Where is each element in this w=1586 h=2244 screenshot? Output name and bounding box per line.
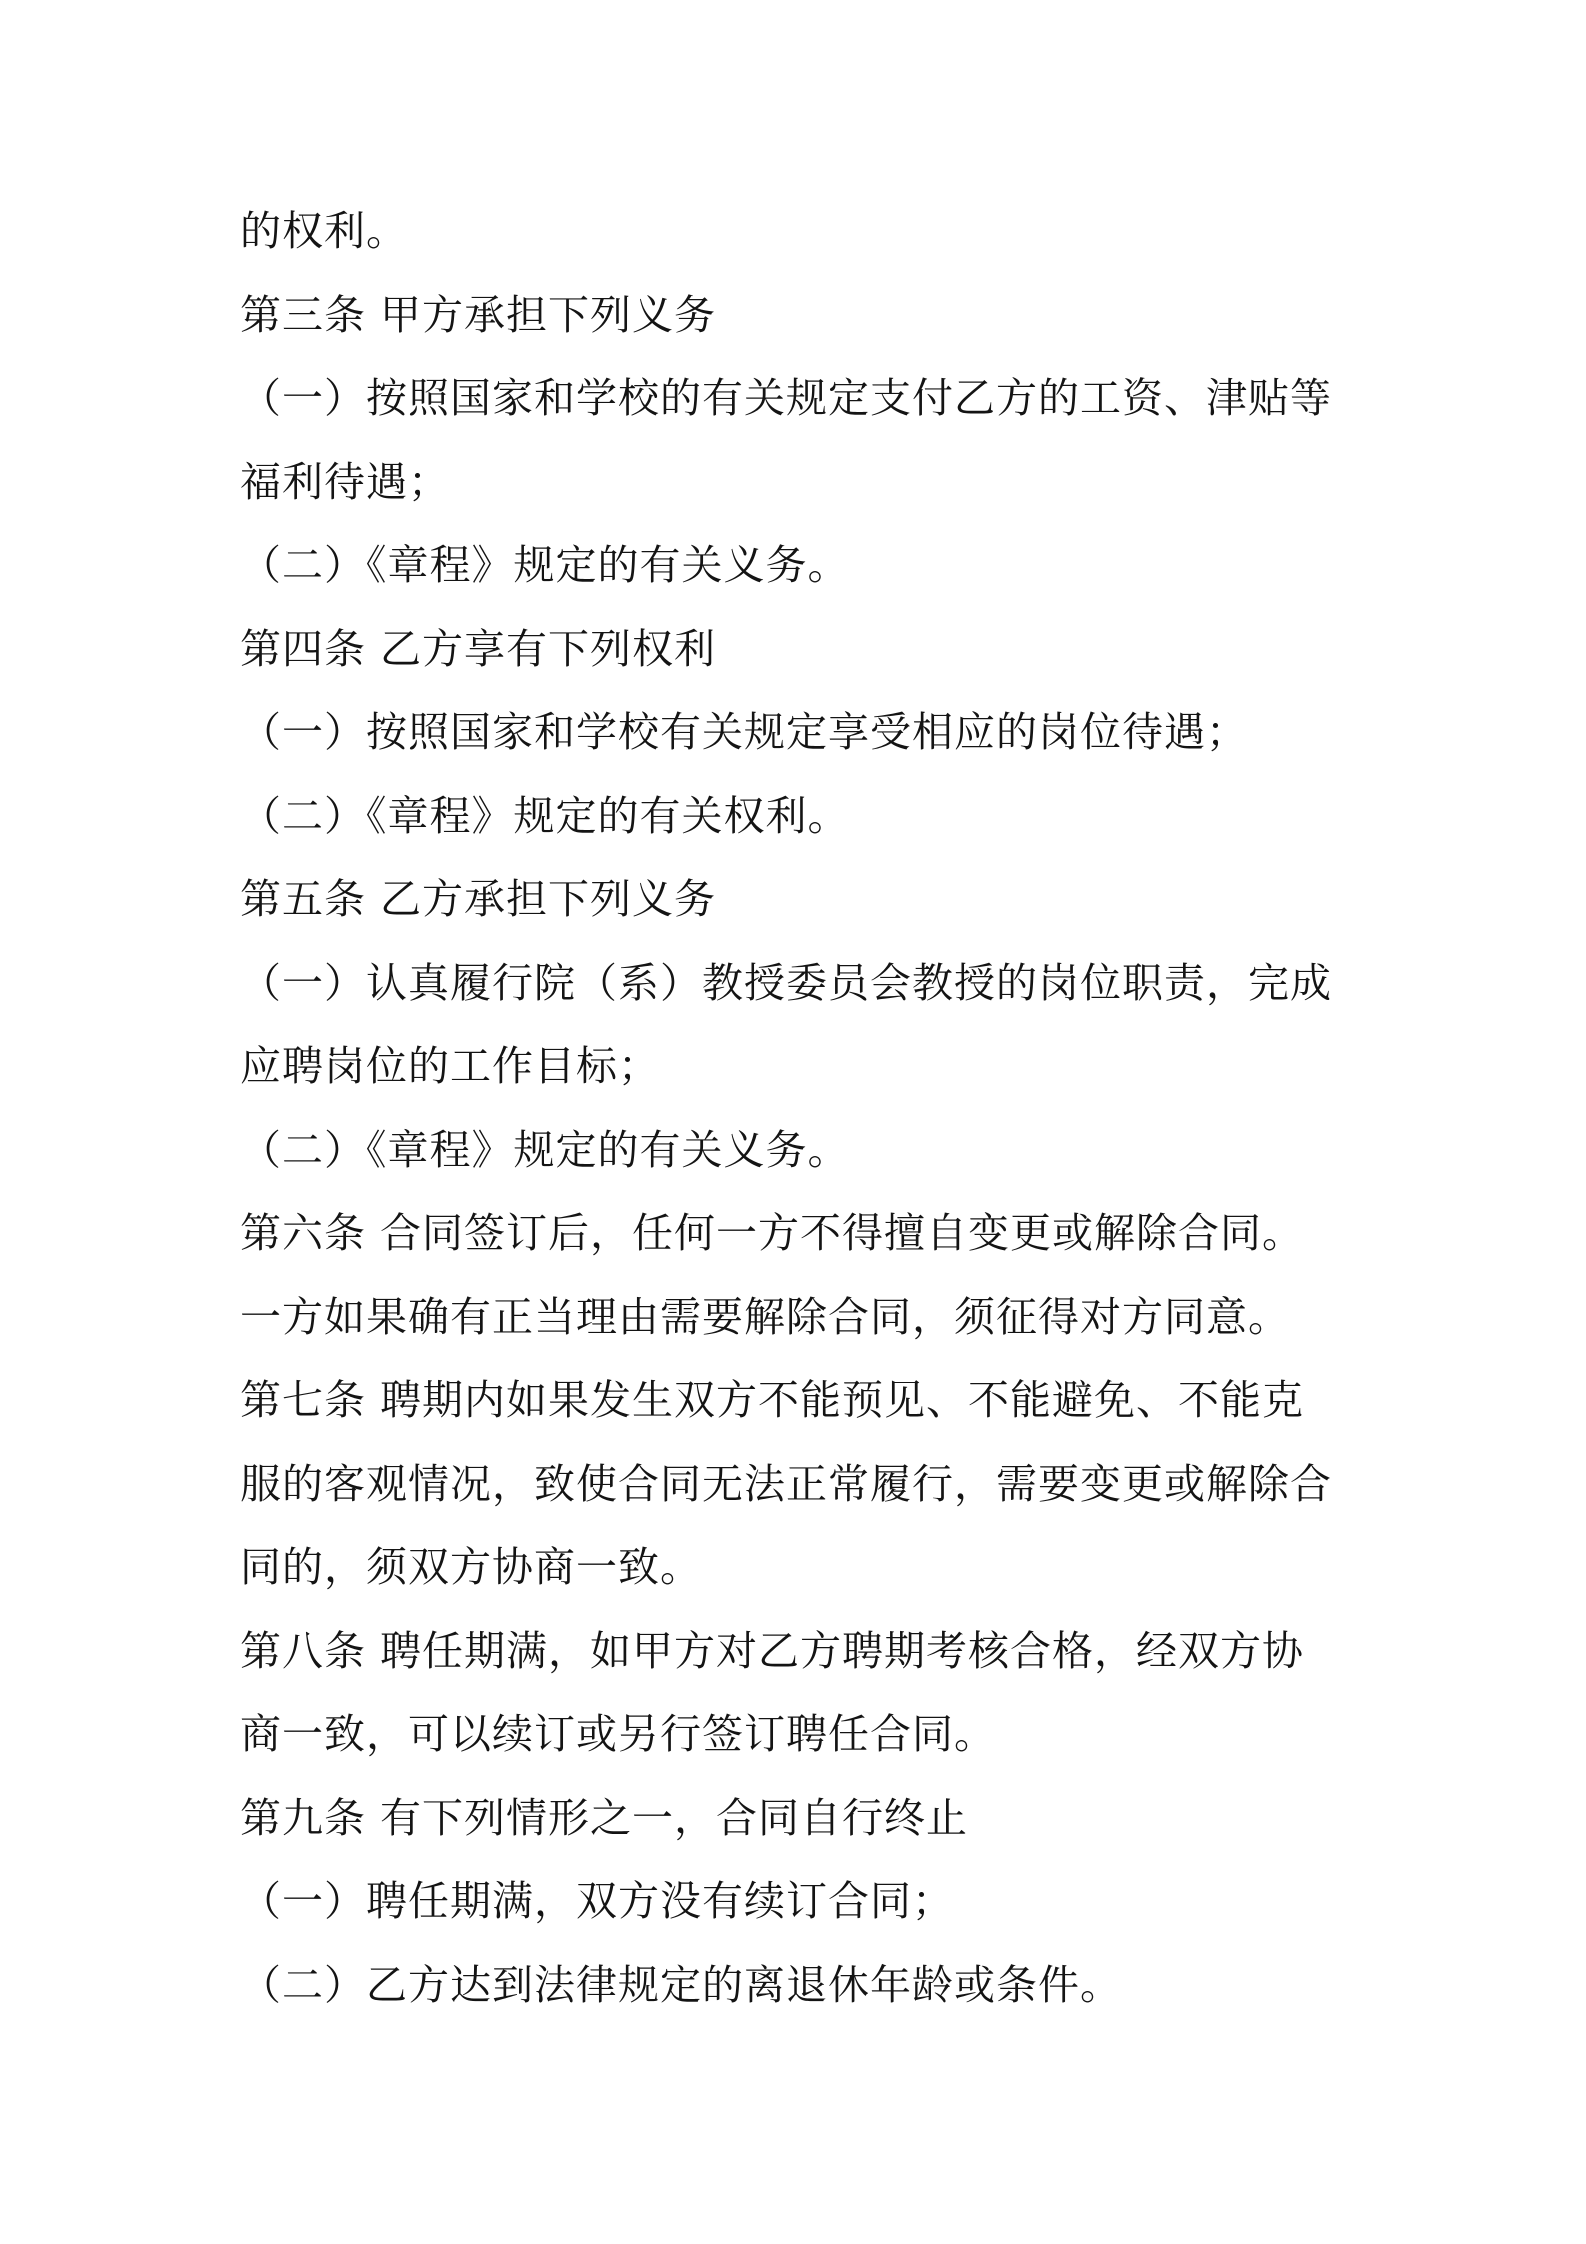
text-line: 服的客观情况，致使合同无法正常履行，需要变更或解除合: [240, 1459, 1332, 1508]
contract-text: [240, 190, 1350, 2027]
article-4-item-1: （一）按照国家和学校有关规定享受相应的岗位待遇；: [240, 708, 1248, 756]
article-3-item-2: （二）《章程》规定的有关义务。: [240, 541, 850, 589]
article-5-item-1: （一）认真履行院（系）教授委员会教授的岗位职责，完成: [240, 958, 1332, 1007]
article-4-heading: 第四条 乙方享有下列权利: [240, 624, 717, 673]
article-9-item-2: （二）乙方达到法律规定的离退休年龄或条件。: [240, 1960, 1122, 2009]
article-4-item-2: （二）《章程》规定的有关权利。: [240, 791, 850, 840]
article-5-heading: 第五条 乙方承担下列义务: [240, 875, 717, 923]
article-3-item-1: （一）按照国家和学校的有关规定支付乙方的工资、津贴等: [240, 374, 1332, 422]
text-line: 商一致，可以续订或另行签订聘任合同。: [240, 1710, 996, 1758]
text-line: 福利待遇；: [240, 457, 450, 506]
article-8-text: 第八条 聘任期满，如甲方对乙方聘期考核合格，经双方协: [240, 1626, 1305, 1675]
text-line: 同的，须双方协商一致。: [240, 1543, 702, 1591]
article-3-heading: 第三条 甲方承担下列义务: [240, 290, 717, 339]
text-line: 的权利。: [240, 207, 408, 255]
article-6-text: 第六条 合同签订后，任何一方不得擅自变更或解除合同。: [240, 1209, 1305, 1257]
article-9-heading: 第九条 有下列情形之一，合同自行终止: [240, 1793, 969, 1842]
article-5-item-2: （二）《章程》规定的有关义务。: [240, 1125, 850, 1174]
text-line: 一方如果确有正当理由需要解除合同，须征得对方同意。: [240, 1292, 1290, 1341]
article-7-text: 第七条 聘期内如果发生双方不能预见、不能避免、不能克: [240, 1376, 1305, 1424]
article-9-item-1: （一）聘任期满，双方没有续订合同；: [240, 1877, 954, 1925]
text-line: 应聘岗位的工作目标；: [240, 1042, 660, 1090]
